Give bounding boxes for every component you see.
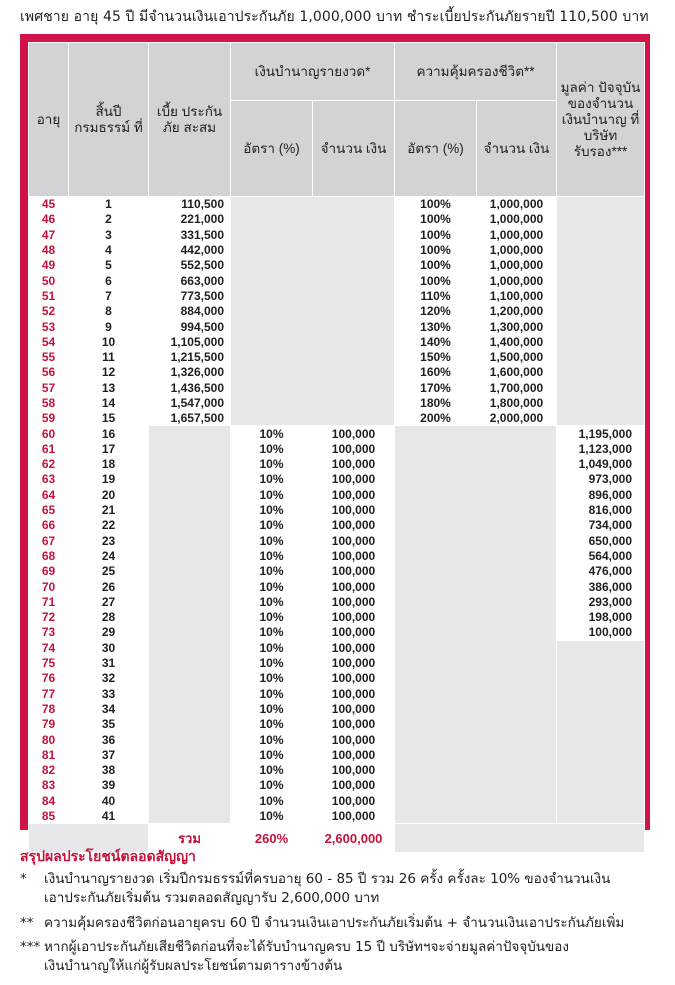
cell-annuity-amount: 100,000 (313, 671, 395, 686)
cell-age: 73 (29, 625, 69, 640)
footnote-mark: ** (20, 915, 34, 931)
cell-coverage-amount: 1,000,000 (477, 197, 557, 212)
cell-annuity-rate: 10% (231, 502, 313, 517)
table-row (29, 197, 645, 212)
cell-coverage-amount: 1,100,000 (477, 288, 557, 303)
cell-coverage-rate: 200% (395, 411, 477, 426)
cell-annuity-rate: 10% (231, 548, 313, 563)
cell-policy-year: 24 (69, 548, 149, 563)
cell-annuity-rate: 10% (231, 717, 313, 732)
cell-policy-year: 2 (69, 212, 149, 227)
cell-age: 81 (29, 747, 69, 762)
cell-annuity-amount: 100,000 (313, 747, 395, 762)
cell-accumulated-premium: 110,500 (149, 197, 231, 212)
cell-age: 63 (29, 472, 69, 487)
cell-age: 68 (29, 548, 69, 563)
cell-age: 84 (29, 793, 69, 808)
footnote-mark: *** (20, 939, 41, 955)
cell-policy-year: 23 (69, 533, 149, 548)
cell-annuity-amount: 100,000 (313, 518, 395, 533)
cell-coverage-rate: 130% (395, 319, 477, 334)
cell-present-value: 476,000 (557, 564, 645, 579)
cell-age: 54 (29, 334, 69, 349)
footnote-1 (20, 870, 610, 908)
cell-annuity-rate: 10% (231, 701, 313, 716)
cell-policy-year: 26 (69, 579, 149, 594)
cell-empty (231, 197, 395, 426)
cell-accumulated-premium: 663,000 (149, 273, 231, 288)
cell-policy-year: 34 (69, 701, 149, 716)
cell-policy-year: 5 (69, 258, 149, 273)
cell-age: 55 (29, 349, 69, 364)
cell-empty (557, 197, 645, 426)
cell-age: 58 (29, 395, 69, 410)
cell-age: 71 (29, 594, 69, 609)
cell-empty (395, 426, 557, 824)
cell-policy-year: 14 (69, 395, 149, 410)
cell-accumulated-premium: 552,500 (149, 258, 231, 273)
header-accumulated-premium: เบี้ย ประกันภัย สะสม (149, 43, 231, 197)
cell-present-value: 650,000 (557, 533, 645, 548)
cell-policy-year: 21 (69, 502, 149, 517)
cell-policy-year: 30 (69, 640, 149, 655)
cell-present-value: 896,000 (557, 487, 645, 502)
cell-accumulated-premium: 331,500 (149, 227, 231, 242)
cell-age: 49 (29, 258, 69, 273)
cell-annuity-amount: 100,000 (313, 701, 395, 716)
cell-policy-year: 4 (69, 242, 149, 257)
cell-coverage-rate: 150% (395, 349, 477, 364)
cell-policy-year: 25 (69, 564, 149, 579)
cell-annuity-rate: 10% (231, 686, 313, 701)
cell-annuity-rate: 10% (231, 564, 313, 579)
cell-annuity-rate: 10% (231, 594, 313, 609)
footnote-text-cont: เงินบำนาญให้แก่ผู้รับผลประโยชน์ตามตารางข้างต้น (44, 958, 343, 974)
cell-coverage-rate: 100% (395, 242, 477, 257)
cell-policy-year: 1 (69, 197, 149, 212)
cell-empty (149, 426, 231, 824)
cell-present-value: 1,049,000 (557, 457, 645, 472)
cell-coverage-rate: 180% (395, 395, 477, 410)
benefit-table-frame (20, 34, 650, 846)
cell-coverage-amount: 1,700,000 (477, 380, 557, 395)
cell-present-value: 734,000 (557, 518, 645, 533)
cell-annuity-amount: 100,000 (313, 808, 395, 823)
cell-annuity-rate: 10% (231, 441, 313, 456)
cell-annuity-amount: 100,000 (313, 594, 395, 609)
cell-policy-year: 22 (69, 518, 149, 533)
footnote-3 (20, 938, 569, 976)
cell-annuity-amount: 100,000 (313, 655, 395, 670)
cell-annuity-rate: 10% (231, 579, 313, 594)
cell-policy-year: 28 (69, 610, 149, 625)
cell-present-value: 100,000 (557, 625, 645, 640)
table-row (29, 426, 645, 441)
footnote-text-cont: เอาประกันภัยเริ่มต้น รวมตลอดสัญญารับ 2,600,000 บาท (44, 890, 380, 906)
cell-age: 46 (29, 212, 69, 227)
cell-annuity-amount: 100,000 (313, 426, 395, 441)
cell-policy-year: 27 (69, 594, 149, 609)
cell-annuity-amount: 100,000 (313, 732, 395, 747)
cell-annuity-rate: 10% (231, 426, 313, 441)
cell-policy-year: 6 (69, 273, 149, 288)
cell-policy-year: 8 (69, 304, 149, 319)
cell-coverage-rate: 160% (395, 365, 477, 380)
cell-age: 70 (29, 579, 69, 594)
cell-annuity-rate: 10% (231, 472, 313, 487)
cell-annuity-rate: 10% (231, 671, 313, 686)
header-annuity: เงินบำนาญรายงวด* (231, 43, 395, 101)
cell-age: 53 (29, 319, 69, 334)
cell-policy-year: 16 (69, 426, 149, 441)
cell-annuity-amount: 100,000 (313, 533, 395, 548)
cell-accumulated-premium: 1,436,500 (149, 380, 231, 395)
cell-annuity-rate: 10% (231, 793, 313, 808)
total-amount: 2,600,000 (313, 824, 395, 853)
cell-coverage-amount: 1,000,000 (477, 227, 557, 242)
cell-age: 69 (29, 564, 69, 579)
cell-policy-year: 17 (69, 441, 149, 456)
header-life-coverage: ความคุ้มครองชีวิต** (395, 43, 557, 101)
cell-age: 80 (29, 732, 69, 747)
cell-age: 60 (29, 426, 69, 441)
benefit-table (28, 42, 645, 853)
cell-annuity-amount: 100,000 (313, 441, 395, 456)
cell-coverage-rate: 100% (395, 227, 477, 242)
cell-accumulated-premium: 773,500 (149, 288, 231, 303)
cell-age: 83 (29, 778, 69, 793)
footnote-text: เงินบำนาญรายงวด เริ่มปีกรมธรรม์ที่ครบอายุ 60 - 85 ปี รวม 26 ครั้ง ครั้งละ 10% ของจำนวนเงิน (44, 871, 611, 887)
cell-policy-year: 18 (69, 457, 149, 472)
cell-accumulated-premium: 994,500 (149, 319, 231, 334)
total-rate: 260% (231, 824, 313, 853)
table-body (29, 197, 645, 824)
total-spacer-right (395, 824, 645, 853)
cell-age: 85 (29, 808, 69, 823)
cell-age: 78 (29, 701, 69, 716)
cell-coverage-amount: 1,800,000 (477, 395, 557, 410)
cell-coverage-amount: 1,000,000 (477, 212, 557, 227)
header-age: อายุ (29, 43, 69, 197)
cell-coverage-rate: 100% (395, 197, 477, 212)
cell-annuity-rate: 10% (231, 640, 313, 655)
cell-age: 66 (29, 518, 69, 533)
cell-annuity-amount: 100,000 (313, 487, 395, 502)
cell-annuity-amount: 100,000 (313, 625, 395, 640)
cell-present-value: 1,195,000 (557, 426, 645, 441)
cell-accumulated-premium: 442,000 (149, 242, 231, 257)
cell-age: 65 (29, 502, 69, 517)
header-policy-year: สิ้นปี กรมธรรม์ ที่ (69, 43, 149, 197)
cell-annuity-amount: 100,000 (313, 793, 395, 808)
cell-annuity-rate: 10% (231, 487, 313, 502)
cell-age: 72 (29, 610, 69, 625)
header-annuity-rate: อัตรา (%) (231, 101, 313, 197)
cell-coverage-amount: 1,600,000 (477, 365, 557, 380)
cell-age: 75 (29, 655, 69, 670)
cell-policy-year: 35 (69, 717, 149, 732)
cell-annuity-amount: 100,000 (313, 564, 395, 579)
cell-age: 52 (29, 304, 69, 319)
cell-annuity-rate: 10% (231, 457, 313, 472)
cell-policy-year: 31 (69, 655, 149, 670)
cell-policy-year: 12 (69, 365, 149, 380)
cell-annuity-rate: 10% (231, 533, 313, 548)
cell-age: 62 (29, 457, 69, 472)
cell-age: 61 (29, 441, 69, 456)
cell-annuity-amount: 100,000 (313, 579, 395, 594)
header-present-value: มูลค่า ปัจจุบัน ของจำนวน เงินบำนาญ ที่บริษัท รับรอง*** (557, 43, 645, 197)
cell-policy-year: 7 (69, 288, 149, 303)
cell-coverage-amount: 1,000,000 (477, 273, 557, 288)
cell-coverage-amount: 1,000,000 (477, 258, 557, 273)
cell-annuity-amount: 100,000 (313, 778, 395, 793)
cell-age: 47 (29, 227, 69, 242)
cell-coverage-amount: 1,300,000 (477, 319, 557, 334)
cell-annuity-rate: 10% (231, 762, 313, 777)
cell-present-value: 293,000 (557, 594, 645, 609)
cell-present-value: 816,000 (557, 502, 645, 517)
cell-age: 45 (29, 197, 69, 212)
cell-coverage-rate: 120% (395, 304, 477, 319)
cell-present-value: 386,000 (557, 579, 645, 594)
cell-policy-year: 19 (69, 472, 149, 487)
page-header: เพศชาย อายุ 45 ปี มีจำนวนเงินเอาประกันภัย 1,000,000 บาท ชำระเบี้ยประกันภัยรายปี 110,500 บาท (20, 9, 649, 25)
cell-policy-year: 39 (69, 778, 149, 793)
cell-age: 64 (29, 487, 69, 502)
cell-age: 67 (29, 533, 69, 548)
cell-coverage-rate: 100% (395, 212, 477, 227)
cell-coverage-amount: 1,400,000 (477, 334, 557, 349)
cell-present-value: 973,000 (557, 472, 645, 487)
cell-coverage-amount: 1,500,000 (477, 349, 557, 364)
cell-policy-year: 29 (69, 625, 149, 640)
cell-policy-year: 38 (69, 762, 149, 777)
header-coverage-amount: จำนวน เงิน (477, 101, 557, 197)
cell-annuity-amount: 100,000 (313, 640, 395, 655)
cell-accumulated-premium: 1,105,000 (149, 334, 231, 349)
cell-coverage-rate: 110% (395, 288, 477, 303)
cell-accumulated-premium: 221,000 (149, 212, 231, 227)
cell-annuity-amount: 100,000 (313, 610, 395, 625)
summary-title: สรุปผลประโยชน์ตลอดสัญญา (20, 849, 196, 865)
cell-policy-year: 32 (69, 671, 149, 686)
cell-coverage-rate: 100% (395, 258, 477, 273)
cell-coverage-rate: 140% (395, 334, 477, 349)
cell-coverage-amount: 1,200,000 (477, 304, 557, 319)
cell-policy-year: 36 (69, 732, 149, 747)
cell-age: 48 (29, 242, 69, 257)
header-coverage-rate: อัตรา (%) (395, 101, 477, 197)
cell-accumulated-premium: 1,326,000 (149, 365, 231, 380)
cell-accumulated-premium: 884,000 (149, 304, 231, 319)
cell-annuity-rate: 10% (231, 625, 313, 640)
cell-age: 50 (29, 273, 69, 288)
cell-policy-year: 13 (69, 380, 149, 395)
cell-age: 77 (29, 686, 69, 701)
cell-age: 79 (29, 717, 69, 732)
cell-annuity-amount: 100,000 (313, 717, 395, 732)
cell-policy-year: 37 (69, 747, 149, 762)
cell-annuity-rate: 10% (231, 732, 313, 747)
cell-present-value: 564,000 (557, 548, 645, 563)
cell-annuity-rate: 10% (231, 747, 313, 762)
cell-policy-year: 33 (69, 686, 149, 701)
footnote-mark: * (20, 871, 27, 887)
cell-annuity-amount: 100,000 (313, 686, 395, 701)
cell-policy-year: 10 (69, 334, 149, 349)
cell-policy-year: 20 (69, 487, 149, 502)
footnote-text: หากผู้เอาประกันภัยเสียชีวิตก่อนที่จะได้รับบำนาญครบ 15 ปี บริษัทฯจะจ่ายมูลค่าปัจจุบันของ (44, 939, 569, 955)
cell-accumulated-premium: 1,547,000 (149, 395, 231, 410)
cell-policy-year: 15 (69, 411, 149, 426)
header-annuity-amount: จำนวน เงิน (313, 101, 395, 197)
cell-accumulated-premium: 1,215,500 (149, 349, 231, 364)
cell-coverage-amount: 2,000,000 (477, 411, 557, 426)
cell-age: 56 (29, 365, 69, 380)
footnote-2 (20, 914, 624, 933)
cell-annuity-rate: 10% (231, 610, 313, 625)
total-label: รวม (149, 824, 231, 853)
cell-coverage-rate: 100% (395, 273, 477, 288)
cell-annuity-amount: 100,000 (313, 502, 395, 517)
cell-coverage-amount: 1,000,000 (477, 242, 557, 257)
cell-coverage-rate: 170% (395, 380, 477, 395)
cell-age: 82 (29, 762, 69, 777)
cell-annuity-rate: 10% (231, 808, 313, 823)
cell-annuity-amount: 100,000 (313, 762, 395, 777)
cell-annuity-amount: 100,000 (313, 548, 395, 563)
cell-annuity-rate: 10% (231, 778, 313, 793)
cell-age: 76 (29, 671, 69, 686)
cell-accumulated-premium: 1,657,500 (149, 411, 231, 426)
cell-present-value: 1,123,000 (557, 441, 645, 456)
cell-annuity-amount: 100,000 (313, 457, 395, 472)
cell-present-value: 198,000 (557, 610, 645, 625)
cell-annuity-rate: 10% (231, 518, 313, 533)
cell-age: 74 (29, 640, 69, 655)
cell-annuity-amount: 100,000 (313, 472, 395, 487)
cell-policy-year: 41 (69, 808, 149, 823)
footnote-text: ความคุ้มครองชีวิตก่อนอายุครบ 60 ปี จำนวนเงินเอาประกันภัยเริ่มต้น + จำนวนเงินเอาประกันภัยเพิ่ม (44, 915, 625, 931)
cell-age: 51 (29, 288, 69, 303)
cell-annuity-rate: 10% (231, 655, 313, 670)
cell-policy-year: 11 (69, 349, 149, 364)
cell-age: 57 (29, 380, 69, 395)
cell-policy-year: 3 (69, 227, 149, 242)
cell-empty (557, 640, 645, 824)
cell-policy-year: 9 (69, 319, 149, 334)
cell-age: 59 (29, 411, 69, 426)
cell-policy-year: 40 (69, 793, 149, 808)
